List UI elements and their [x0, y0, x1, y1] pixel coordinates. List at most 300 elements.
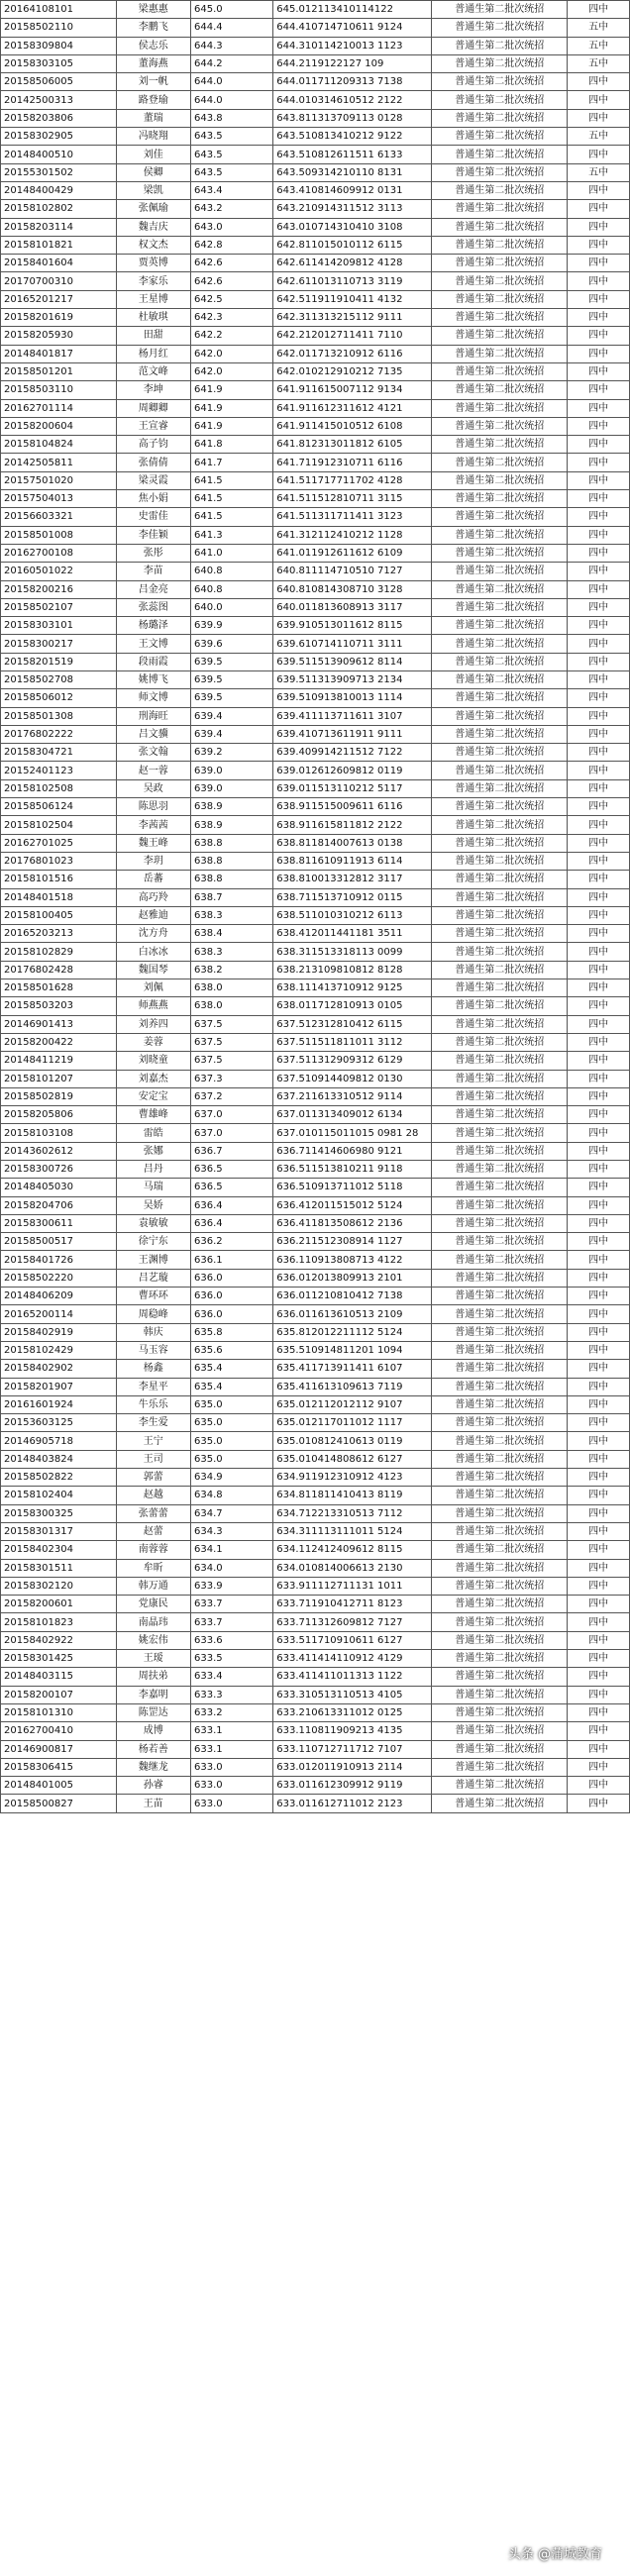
exam-id-cell: 20155301502	[1, 163, 117, 181]
school-cell: 四中	[568, 816, 630, 834]
student-name-cell: 董海燕	[116, 54, 191, 72]
table-row	[1, 1650, 630, 1668]
student-name-cell: 牛乐乐	[116, 1395, 191, 1413]
detail-code-cell: 634.311113111011 5124	[273, 1522, 432, 1540]
school-cell: 四中	[568, 1070, 630, 1087]
school-cell: 四中	[568, 617, 630, 635]
score-cell: 634.9	[191, 1469, 273, 1487]
score-cell: 643.4	[191, 181, 273, 199]
exam-id-cell: 20158103108	[1, 1124, 117, 1142]
batch-cell: 普通生第二批次统招	[432, 181, 568, 199]
school-cell: 四中	[568, 1631, 630, 1649]
batch-cell: 普通生第二批次统招	[432, 943, 568, 961]
score-cell: 634.8	[191, 1487, 273, 1504]
school-cell: 四中	[568, 73, 630, 91]
batch-cell: 普通生第二批次统招	[432, 598, 568, 616]
score-cell: 641.5	[191, 508, 273, 526]
table-row	[1, 1631, 630, 1649]
score-cell: 635.0	[191, 1395, 273, 1413]
exam-id-cell: 20158201907	[1, 1378, 117, 1395]
score-cell: 638.3	[191, 943, 273, 961]
batch-cell: 普通生第二批次统招	[432, 1522, 568, 1540]
exam-id-cell: 20158309804	[1, 37, 117, 54]
score-cell: 634.3	[191, 1522, 273, 1540]
batch-cell: 普通生第二批次统招	[432, 327, 568, 345]
detail-code-cell: 636.011210810412 7138	[273, 1288, 432, 1305]
batch-cell: 普通生第二批次统招	[432, 381, 568, 399]
table-row	[1, 834, 630, 852]
exam-id-cell: 20158205806	[1, 1106, 117, 1124]
school-cell: 四中	[568, 1577, 630, 1595]
detail-code-cell: 638.511010310212 6113	[273, 906, 432, 924]
table-row	[1, 1052, 630, 1070]
student-name-cell: 梁惠惠	[116, 1, 191, 19]
student-name-cell: 吕丹	[116, 1161, 191, 1179]
table-row	[1, 961, 630, 979]
score-cell: 643.5	[191, 128, 273, 146]
detail-code-cell: 633.011612711012 2123	[273, 1795, 432, 1812]
table-row	[1, 73, 630, 91]
table-row	[1, 454, 630, 471]
score-cell: 639.4	[191, 725, 273, 743]
student-name-cell: 高子钧	[116, 436, 191, 454]
table-row	[1, 1233, 630, 1251]
exam-id-cell: 20158101207	[1, 1070, 117, 1087]
school-cell: 四中	[568, 309, 630, 327]
student-name-cell: 师文博	[116, 689, 191, 707]
student-name-cell: 南晶玮	[116, 1613, 191, 1631]
exam-id-cell: 20158402304	[1, 1541, 117, 1559]
detail-code-cell: 644.2119122127 109	[273, 54, 432, 72]
student-name-cell: 姚宏伟	[116, 1631, 191, 1649]
student-name-cell: 李玥	[116, 852, 191, 870]
score-cell: 636.2	[191, 1233, 273, 1251]
score-cell: 636.7	[191, 1142, 273, 1160]
detail-code-cell: 638.811610911913 6114	[273, 852, 432, 870]
exam-id-cell: 20157501020	[1, 471, 117, 489]
score-cell: 640.8	[191, 580, 273, 598]
student-name-cell: 田甜	[116, 327, 191, 345]
score-cell: 644.0	[191, 91, 273, 109]
table-row	[1, 544, 630, 562]
table-row	[1, 37, 630, 54]
student-name-cell: 李鹏飞	[116, 19, 191, 37]
batch-cell: 普通生第二批次统招	[432, 544, 568, 562]
table-row	[1, 779, 630, 797]
exam-id-cell: 20158503203	[1, 997, 117, 1015]
batch-cell: 普通生第二批次统招	[432, 871, 568, 888]
batch-cell: 普通生第二批次统招	[432, 779, 568, 797]
exam-id-cell: 20143602612	[1, 1142, 117, 1160]
detail-code-cell: 636.011613610513 2109	[273, 1305, 432, 1323]
table-row	[1, 399, 630, 417]
table-row	[1, 417, 630, 435]
detail-code-cell: 634.712213310513 7112	[273, 1504, 432, 1522]
exam-id-cell: 20158502220	[1, 1269, 117, 1287]
student-name-cell: 陈思羽	[116, 798, 191, 816]
exam-id-cell: 20153603125	[1, 1414, 117, 1432]
table-row	[1, 798, 630, 816]
exam-id-cell: 20148400429	[1, 181, 117, 199]
table-row	[1, 762, 630, 779]
student-name-cell: 王宁	[116, 1432, 191, 1450]
detail-code-cell: 639.410713611911 9111	[273, 725, 432, 743]
detail-code-cell: 643.510812611511 6133	[273, 146, 432, 163]
school-cell: 四中	[568, 906, 630, 924]
school-cell: 四中	[568, 997, 630, 1015]
table-row	[1, 436, 630, 454]
student-name-cell: 刘嘉杰	[116, 1070, 191, 1087]
detail-code-cell: 638.213109810812 8128	[273, 961, 432, 979]
exam-id-cell: 20158102829	[1, 943, 117, 961]
student-name-cell: 姚博飞	[116, 670, 191, 688]
student-name-cell: 韩庆	[116, 1323, 191, 1341]
school-cell: 四中	[568, 725, 630, 743]
school-cell: 四中	[568, 1559, 630, 1577]
exam-id-cell: 20158501008	[1, 526, 117, 544]
exam-id-cell: 20158101823	[1, 1613, 117, 1631]
exam-id-cell: 20165200114	[1, 1305, 117, 1323]
table-row	[1, 109, 630, 127]
score-cell: 638.4	[191, 925, 273, 943]
table-row	[1, 1777, 630, 1795]
exam-id-cell: 20158304721	[1, 744, 117, 762]
detail-code-cell: 638.111413710912 9125	[273, 979, 432, 997]
score-cell: 642.6	[191, 272, 273, 290]
school-cell: 四中	[568, 979, 630, 997]
school-cell: 四中	[568, 1087, 630, 1105]
table-row	[1, 744, 630, 762]
table-row	[1, 852, 630, 870]
batch-cell: 普通生第二批次统招	[432, 163, 568, 181]
score-cell: 642.8	[191, 236, 273, 254]
student-name-cell: 赵一蓉	[116, 762, 191, 779]
school-cell: 四中	[568, 381, 630, 399]
score-cell: 633.9	[191, 1577, 273, 1595]
school-cell: 四中	[568, 1703, 630, 1721]
exam-id-cell: 20158102504	[1, 816, 117, 834]
school-cell: 四中	[568, 1795, 630, 1812]
batch-cell: 普通生第二批次统招	[432, 109, 568, 127]
detail-code-cell: 640.810814308710 3128	[273, 580, 432, 598]
school-cell: 四中	[568, 1, 630, 19]
detail-code-cell: 638.412011441181 3511	[273, 925, 432, 943]
detail-code-cell: 642.511911910411 4132	[273, 290, 432, 308]
detail-code-cell: 633.110712711712 7107	[273, 1740, 432, 1758]
table-row	[1, 1686, 630, 1703]
table-row	[1, 146, 630, 163]
batch-cell: 普通生第二批次统招	[432, 834, 568, 852]
table-row	[1, 689, 630, 707]
score-cell: 637.5	[191, 1033, 273, 1051]
student-name-cell: 马瑞	[116, 1179, 191, 1196]
detail-code-cell: 633.711312609812 7127	[273, 1613, 432, 1631]
detail-code-cell: 639.510913810013 1114	[273, 689, 432, 707]
batch-cell: 普通生第二批次统招	[432, 218, 568, 236]
student-name-cell: 姜蓉	[116, 1033, 191, 1051]
student-name-cell: 王文博	[116, 635, 191, 653]
score-cell: 634.1	[191, 1541, 273, 1559]
exam-id-cell: 20158101516	[1, 871, 117, 888]
batch-cell: 普通生第二批次统招	[432, 399, 568, 417]
school-cell: 四中	[568, 272, 630, 290]
school-cell: 四中	[568, 961, 630, 979]
batch-cell: 普通生第二批次统招	[432, 1087, 568, 1105]
score-cell: 638.8	[191, 852, 273, 870]
table-row	[1, 1432, 630, 1450]
school-cell: 四中	[568, 670, 630, 688]
detail-code-cell: 641.312112410212 1128	[273, 526, 432, 544]
score-cell: 642.6	[191, 255, 273, 272]
exam-id-cell: 20158500517	[1, 1233, 117, 1251]
detail-code-cell: 644.010314610512 2122	[273, 91, 432, 109]
table-row	[1, 236, 630, 254]
detail-code-cell: 637.511312909312 6129	[273, 1052, 432, 1070]
exam-id-cell: 20156603321	[1, 508, 117, 526]
table-row	[1, 508, 630, 526]
batch-cell: 普通生第二批次统招	[432, 1142, 568, 1160]
school-cell: 四中	[568, 1015, 630, 1033]
student-name-cell: 刘养四	[116, 1015, 191, 1033]
detail-code-cell: 640.811114710510 7127	[273, 563, 432, 580]
score-cell: 636.0	[191, 1305, 273, 1323]
batch-cell: 普通生第二批次统招	[432, 146, 568, 163]
school-cell: 四中	[568, 1233, 630, 1251]
table-row	[1, 255, 630, 272]
batch-cell: 普通生第二批次统招	[432, 73, 568, 91]
table-row	[1, 345, 630, 362]
exam-id-cell: 20162701025	[1, 834, 117, 852]
detail-code-cell: 638.911515009611 6116	[273, 798, 432, 816]
table-row	[1, 1179, 630, 1196]
score-cell: 639.0	[191, 779, 273, 797]
table-row	[1, 1758, 630, 1776]
detail-code-cell: 636.012013809913 2101	[273, 1269, 432, 1287]
school-cell: 四中	[568, 218, 630, 236]
student-name-cell: 陈罡达	[116, 1703, 191, 1721]
batch-cell: 普通生第二批次统招	[432, 1795, 568, 1812]
score-cell: 639.0	[191, 762, 273, 779]
table-row	[1, 1613, 630, 1631]
school-cell: 四中	[568, 1722, 630, 1740]
score-cell: 643.8	[191, 109, 273, 127]
student-name-cell: 雷皓	[116, 1124, 191, 1142]
detail-code-cell: 644.011711209313 7138	[273, 73, 432, 91]
batch-cell: 普通生第二批次统招	[432, 689, 568, 707]
school-cell: 四中	[568, 1777, 630, 1795]
score-cell: 634.0	[191, 1559, 273, 1577]
batch-cell: 普通生第二批次统招	[432, 1196, 568, 1214]
school-cell: 四中	[568, 1360, 630, 1378]
batch-cell: 普通生第二批次统招	[432, 490, 568, 508]
school-cell: 四中	[568, 146, 630, 163]
score-cell: 633.1	[191, 1722, 273, 1740]
exam-id-cell: 20148411219	[1, 1052, 117, 1070]
exam-id-cell: 20158503110	[1, 381, 117, 399]
table-row	[1, 526, 630, 544]
table-row	[1, 1070, 630, 1087]
student-name-cell: 贾英博	[116, 255, 191, 272]
detail-code-cell: 641.511717711702 4128	[273, 471, 432, 489]
student-name-cell: 李坤	[116, 381, 191, 399]
batch-cell: 普通生第二批次统招	[432, 54, 568, 72]
school-cell: 四中	[568, 417, 630, 435]
student-name-cell: 马玉容	[116, 1341, 191, 1359]
batch-cell: 普通生第二批次统招	[432, 1179, 568, 1196]
detail-code-cell: 633.012011910913 2114	[273, 1758, 432, 1776]
exam-id-cell: 20158301317	[1, 1522, 117, 1540]
school-cell: 四中	[568, 1650, 630, 1668]
exam-id-cell: 20148403115	[1, 1668, 117, 1686]
exam-id-cell: 20158306415	[1, 1758, 117, 1776]
exam-id-cell: 20158506012	[1, 689, 117, 707]
school-cell: 四中	[568, 1596, 630, 1613]
exam-id-cell: 20158402902	[1, 1360, 117, 1378]
batch-cell: 普通生第二批次统招	[432, 1070, 568, 1087]
detail-code-cell: 633.411414110912 4129	[273, 1650, 432, 1668]
student-name-cell: 范文峰	[116, 362, 191, 380]
school-cell: 四中	[568, 200, 630, 218]
score-cell: 638.9	[191, 816, 273, 834]
table-row	[1, 362, 630, 380]
exam-id-cell: 20158501628	[1, 979, 117, 997]
student-name-cell: 曹雄峰	[116, 1106, 191, 1124]
school-cell: 四中	[568, 580, 630, 598]
student-name-cell: 孙睿	[116, 1777, 191, 1795]
detail-code-cell: 641.911612311612 4121	[273, 399, 432, 417]
batch-cell: 普通生第二批次统招	[432, 1378, 568, 1395]
detail-code-cell: 638.810013312812 3117	[273, 871, 432, 888]
batch-cell: 普通生第二批次统招	[432, 128, 568, 146]
school-cell: 四中	[568, 255, 630, 272]
school-cell: 四中	[568, 1052, 630, 1070]
school-cell: 四中	[568, 689, 630, 707]
batch-cell: 普通生第二批次统招	[432, 1124, 568, 1142]
student-name-cell: 杜敏琪	[116, 309, 191, 327]
exam-id-cell: 20142500313	[1, 91, 117, 109]
batch-cell: 普通生第二批次统招	[432, 1504, 568, 1522]
table-row	[1, 725, 630, 743]
batch-cell: 普通生第二批次统招	[432, 290, 568, 308]
student-name-cell: 张蕾蕾	[116, 1504, 191, 1522]
school-cell: 四中	[568, 399, 630, 417]
school-cell: 四中	[568, 707, 630, 725]
student-name-cell: 吕文骥	[116, 725, 191, 743]
school-cell: 五中	[568, 54, 630, 72]
exam-id-cell: 20165203213	[1, 925, 117, 943]
batch-cell: 普通生第二批次统招	[432, 888, 568, 906]
detail-code-cell: 636.211512308914 1127	[273, 1233, 432, 1251]
exam-id-cell: 20158506005	[1, 73, 117, 91]
detail-code-cell: 635.411713911411 6107	[273, 1360, 432, 1378]
score-cell: 644.3	[191, 37, 273, 54]
school-cell: 四中	[568, 653, 630, 670]
student-name-cell: 张倩倩	[116, 454, 191, 471]
school-cell: 四中	[568, 779, 630, 797]
table-row	[1, 580, 630, 598]
student-name-cell: 张彤	[116, 544, 191, 562]
table-row	[1, 1596, 630, 1613]
score-cell: 638.2	[191, 961, 273, 979]
school-cell: 四中	[568, 91, 630, 109]
table-row	[1, 871, 630, 888]
student-name-cell: 魏继龙	[116, 1758, 191, 1776]
table-row	[1, 200, 630, 218]
school-cell: 四中	[568, 1758, 630, 1776]
school-cell: 五中	[568, 163, 630, 181]
score-cell: 644.0	[191, 73, 273, 91]
detail-code-cell: 644.410714710611 9124	[273, 19, 432, 37]
student-name-cell: 师燕燕	[116, 997, 191, 1015]
school-cell: 四中	[568, 1179, 630, 1196]
table-row	[1, 181, 630, 199]
school-cell: 五中	[568, 128, 630, 146]
score-cell: 636.5	[191, 1161, 273, 1179]
score-cell: 636.4	[191, 1214, 273, 1232]
table-row	[1, 1395, 630, 1413]
score-cell: 636.4	[191, 1196, 273, 1214]
detail-code-cell: 638.911615811812 2122	[273, 816, 432, 834]
exam-id-cell: 20152401123	[1, 762, 117, 779]
table-row	[1, 598, 630, 616]
batch-cell: 普通生第二批次统招	[432, 725, 568, 743]
student-name-cell: 刘佩	[116, 979, 191, 997]
table-row	[1, 1142, 630, 1160]
score-cell: 638.9	[191, 798, 273, 816]
detail-code-cell: 635.010414808612 6127	[273, 1450, 432, 1468]
table-row	[1, 1504, 630, 1522]
detail-code-cell: 642.811015010112 6115	[273, 236, 432, 254]
school-cell: 四中	[568, 1214, 630, 1232]
table-row	[1, 670, 630, 688]
detail-code-cell: 640.011813608913 3117	[273, 598, 432, 616]
school-cell: 四中	[568, 1541, 630, 1559]
student-name-cell: 安定宝	[116, 1087, 191, 1105]
detail-code-cell: 637.511511811011 3112	[273, 1033, 432, 1051]
detail-code-cell: 642.212012711411 7110	[273, 327, 432, 345]
student-name-cell: 周卿卿	[116, 399, 191, 417]
student-name-cell: 史雷佳	[116, 508, 191, 526]
school-cell: 四中	[568, 1414, 630, 1432]
detail-code-cell: 636.110913808713 4122	[273, 1251, 432, 1269]
batch-cell: 普通生第二批次统招	[432, 1251, 568, 1269]
table-row	[1, 471, 630, 489]
batch-cell: 普通生第二批次统招	[432, 1432, 568, 1450]
score-cell: 641.9	[191, 381, 273, 399]
exam-id-cell: 20158300611	[1, 1214, 117, 1232]
detail-code-cell: 636.412011515012 5124	[273, 1196, 432, 1214]
exam-id-cell: 20158303101	[1, 617, 117, 635]
score-cell: 643.2	[191, 200, 273, 218]
student-name-cell: 岳蕃	[116, 871, 191, 888]
score-cell: 633.0	[191, 1777, 273, 1795]
detail-code-cell: 642.010212910212 7135	[273, 362, 432, 380]
student-name-cell: 吴政	[116, 779, 191, 797]
detail-code-cell: 641.812313011812 6105	[273, 436, 432, 454]
student-name-cell: 李星平	[116, 1378, 191, 1395]
school-cell: 四中	[568, 1740, 630, 1758]
exam-id-cell: 20148403824	[1, 1450, 117, 1468]
detail-code-cell: 639.011513110212 5117	[273, 779, 432, 797]
detail-code-cell: 634.811811410413 8119	[273, 1487, 432, 1504]
batch-cell: 普通生第二批次统招	[432, 852, 568, 870]
student-name-cell: 袁敏敏	[116, 1214, 191, 1232]
table-row	[1, 1360, 630, 1378]
exam-id-cell: 20158502819	[1, 1087, 117, 1105]
table-row	[1, 653, 630, 670]
school-cell: 四中	[568, 1378, 630, 1395]
score-cell: 638.8	[191, 834, 273, 852]
